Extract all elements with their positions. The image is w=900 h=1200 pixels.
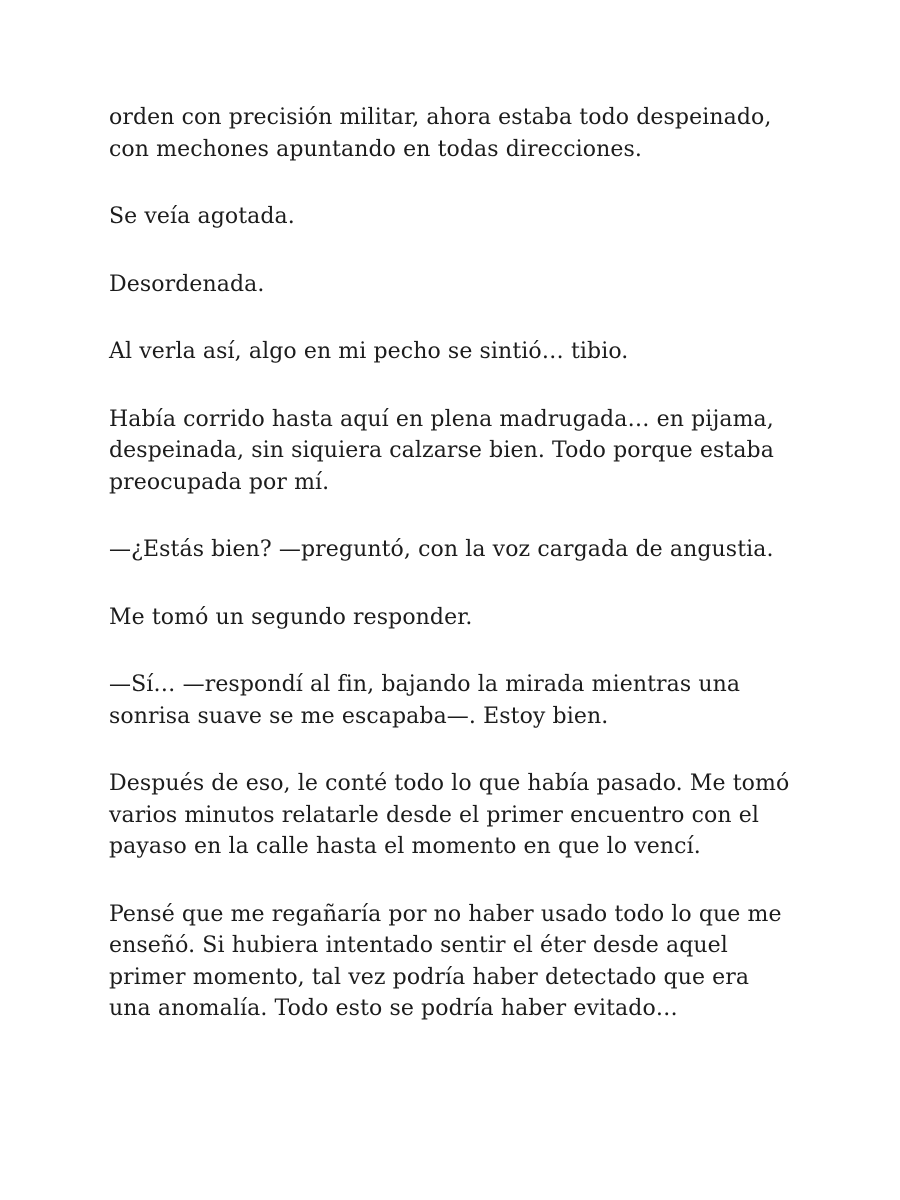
text-line: orden con precisión militar, ahora estaba todo despeinado, xyxy=(109,105,772,130)
text-line: Había corrido hasta aquí en plena madrugada… en pijama, xyxy=(109,406,774,432)
text-line: Se veía agotada. xyxy=(109,204,295,229)
text-line: enseñó. Si hubiera intentado sentir el éter desde aquel xyxy=(109,933,728,958)
paragraph-4 xyxy=(109,336,809,368)
text-line: preocupada por mí. xyxy=(109,469,330,495)
paragraph-3 xyxy=(109,269,809,301)
text-line: Me tomó un segundo responder. xyxy=(109,604,473,630)
text-line: payaso en la calle hasta el momento en que lo vencí. xyxy=(109,834,701,859)
paragraph-8 xyxy=(109,669,809,732)
text-line: sonrisa suave se me escapaba—. Estoy bien. xyxy=(109,703,609,729)
text-line: con mechones apuntando en todas direcciones. xyxy=(109,136,643,162)
paragraph-9 xyxy=(109,768,809,863)
text-line: Desordenada. xyxy=(109,271,265,297)
paragraph-2 xyxy=(109,201,809,233)
text-line: —Sí… —respondí al fin, bajando la mirada mientras una xyxy=(109,672,741,697)
document-page xyxy=(109,102,809,1061)
text-line: —¿Estás bien? —preguntó, con la voz cargada de angustia. xyxy=(109,537,774,562)
paragraph-5 xyxy=(109,404,809,499)
paragraph-7 xyxy=(109,602,809,634)
paragraph-1 xyxy=(109,102,809,165)
text-line: una anomalía. Todo esto se podría haber evitado… xyxy=(109,996,678,1021)
text-line: primer momento, tal vez podría haber detectado que era xyxy=(109,964,750,990)
text-line: Pensé que me regañaría por no haber usado todo lo que me xyxy=(109,901,782,927)
paragraph-6 xyxy=(109,534,809,566)
text-line: Al verla así, algo en mi pecho se sintió… tibio. xyxy=(109,339,629,364)
paragraph-10 xyxy=(109,899,809,1025)
text-line: varios minutos relatarle desde el primer encuentro con el xyxy=(109,802,759,828)
text-line: despeinada, sin siquiera calzarse bien. Todo porque estaba xyxy=(109,438,774,463)
text-line: Después de eso, le conté todo lo que había pasado. Me tomó xyxy=(109,771,790,796)
